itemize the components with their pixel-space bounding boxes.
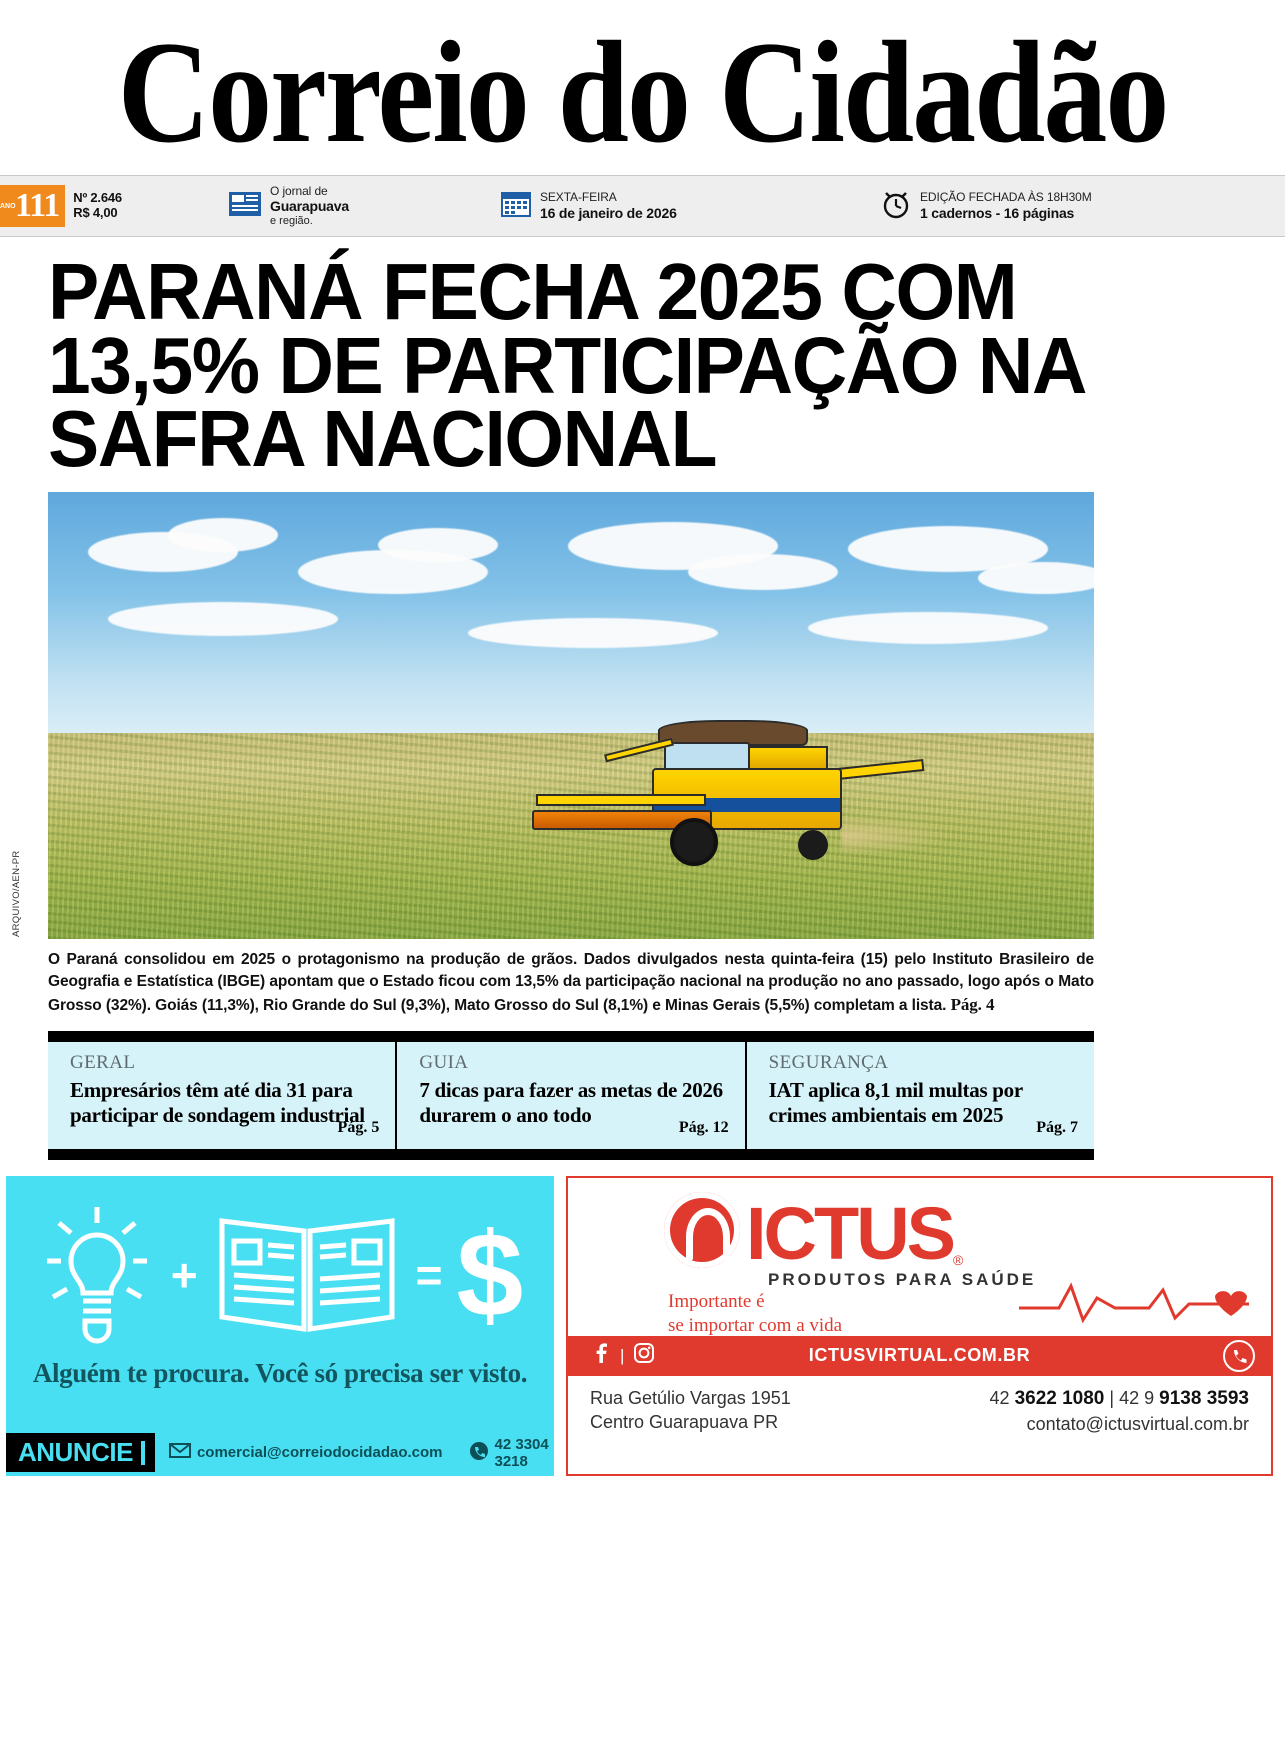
teaser-page-ref: Pág. 7	[1036, 1118, 1078, 1136]
journal-line-1: O jornal de	[270, 183, 328, 198]
ad-footer	[6, 1430, 554, 1476]
ictus-mark-icon	[664, 1192, 740, 1268]
whatsapp-icon[interactable]	[1223, 1340, 1255, 1377]
teaser-title: IAT aplica 8,1 mil multas por crimes ambientais em 2025	[768, 1077, 1023, 1127]
masthead	[0, 0, 1285, 175]
journal-line-2: Guarapuava	[270, 198, 349, 215]
ictus-contact	[990, 1386, 1249, 1436]
issue-date: 16 de janeiro de 2026	[540, 204, 677, 221]
ictus-logo	[664, 1192, 964, 1276]
newspaper-icon	[228, 189, 262, 224]
ad-phone[interactable]	[469, 1436, 555, 1470]
ano-badge	[0, 185, 65, 227]
alarm-clock-icon	[880, 189, 912, 224]
edition-info	[0, 176, 122, 236]
cloud-shape	[378, 528, 498, 562]
main-headline	[0, 237, 1285, 484]
phone-icon	[469, 1441, 489, 1465]
teaser-page-ref: Pág. 5	[337, 1118, 380, 1136]
closing-info	[880, 189, 1092, 224]
phone-1[interactable]: 3622 1080	[1014, 1387, 1105, 1409]
teaser-item[interactable]	[745, 1042, 1094, 1149]
teaser-kicker: GERAL	[70, 1051, 136, 1073]
cloud-shape	[108, 602, 338, 636]
mail-icon	[169, 1443, 191, 1462]
ad-email[interactable]	[169, 1443, 443, 1462]
teaser-strip	[48, 1031, 1094, 1160]
teaser-top-rule	[48, 1031, 1094, 1042]
harvester-illustration	[592, 706, 932, 876]
ictus-social-bar	[568, 1336, 1271, 1376]
edition-number: Nº 2.646	[73, 190, 122, 206]
ictus-brand: ICTUS	[746, 1192, 953, 1276]
teaser-item[interactable]	[395, 1042, 744, 1149]
equals-sign: =	[415, 1248, 443, 1301]
cloud-shape	[688, 554, 838, 590]
page-title: Correio do Cidadão	[117, 10, 1168, 173]
teaser-title: Empresários têm até dia 31 para participar de sondagem industrial	[70, 1077, 365, 1127]
cloud-shape	[808, 612, 1048, 644]
lead-paragraph	[48, 949, 1094, 1017]
cloud-shape	[168, 518, 278, 552]
phone-separator: |	[1109, 1387, 1115, 1408]
social-divider: |	[620, 1345, 625, 1365]
ictus-website[interactable]: ICTUSVIRTUAL.COM.BR	[808, 1345, 1031, 1366]
ad-email-text: comercial@correiodocidadao.com	[196, 1444, 443, 1462]
phone-2-prefix: 42 9	[1119, 1387, 1155, 1408]
address-line-2: Centro Guarapuava PR	[590, 1412, 779, 1433]
teaser-page-ref: Pág. 12	[678, 1118, 729, 1136]
headline-text: PARANÁ FECHA 2025 COM 13,5% DE PARTICIPAÇÃO NA SAFRA NACIONAL	[48, 247, 1084, 484]
phone-1-prefix: 42	[989, 1387, 1010, 1408]
photo-credit: ARQUIVO/AEN-PR	[11, 850, 22, 937]
weekday: SEXTA-FEIRA	[540, 190, 617, 205]
newspaper-outline-icon	[212, 1197, 402, 1352]
dollar-sign: $	[456, 1207, 524, 1342]
anuncie-rule	[141, 1441, 145, 1465]
registered-mark: ®	[953, 1251, 964, 1268]
calendar-icon	[500, 189, 532, 224]
lead-photo-container	[11, 492, 1237, 939]
teaser-kicker: GUIA	[419, 1051, 469, 1073]
date-info	[500, 189, 677, 224]
slogan-line-2: se importar com a vida	[668, 1314, 843, 1336]
ictus-email[interactable]: contato@ictusvirtual.com.br	[1026, 1413, 1249, 1434]
anuncie-label: ANUNCIE	[18, 1437, 133, 1468]
cloud-shape	[468, 618, 718, 648]
closing-time: EDIÇÃO FECHADA ÀS 18H30M	[920, 190, 1092, 205]
lightbulb-icon	[37, 1197, 157, 1352]
lead-photo	[48, 492, 1094, 939]
ictus-subtitle: PRODUTOS PARA SAÚDE	[768, 1269, 1037, 1289]
phone-2[interactable]: 9138 3593	[1159, 1387, 1249, 1409]
journal-line-3: e região.	[270, 215, 313, 227]
ictus-slogan	[668, 1290, 842, 1338]
lead-page-ref[interactable]: Pág. 4	[950, 994, 995, 1014]
price: R$ 4,00	[73, 205, 118, 220]
address-line-1: Rua Getúlio Vargas 1951	[590, 1387, 791, 1408]
journal-info	[228, 184, 349, 228]
pages-count: 1 cadernos - 16 páginas	[920, 204, 1075, 221]
ano-number: 111	[15, 187, 60, 224]
lead-text: O Paraná consolidou em 2025 o protagonismo na produção de grãos. Dados divulgados nesta quinta-feira (15) pelo Instituto Brasileiro de Geografia e Estatística (IBGE) apontam que o Estado ficou com 13,5% da participação nacional na produção no ano passado, logo após o Mato Grosso (32%). Goiás (11,3%), Rio Grande do Sul (9,3%), Mato Grosso do Sul (8,1%) e Minas Gerais (5,5%) completam a lista.	[48, 950, 1094, 1014]
anuncie-button[interactable]	[6, 1433, 155, 1472]
ictus-address	[590, 1386, 791, 1436]
info-bar	[0, 175, 1285, 237]
cloud-shape	[978, 562, 1094, 594]
ads-row	[0, 1176, 1285, 1476]
heartbeat-icon	[1019, 1274, 1249, 1326]
teaser-kicker: SEGURANÇA	[768, 1051, 889, 1073]
ano-label: ANO	[0, 202, 16, 210]
ad-phone-text: 42 3304 3218	[494, 1435, 549, 1470]
teaser-title: 7 dicas para fazer as metas de 2026 durarem o ano todo	[419, 1077, 723, 1127]
house-ad-anuncie[interactable]	[6, 1176, 554, 1476]
plus-sign: +	[170, 1248, 198, 1301]
ad-tagline: Alguém te procura. Você só precisa ser visto.	[32, 1357, 528, 1388]
teaser-item[interactable]	[48, 1042, 395, 1149]
ad-ictus[interactable]	[566, 1176, 1273, 1476]
slogan-line-1: Importante é	[668, 1290, 765, 1312]
